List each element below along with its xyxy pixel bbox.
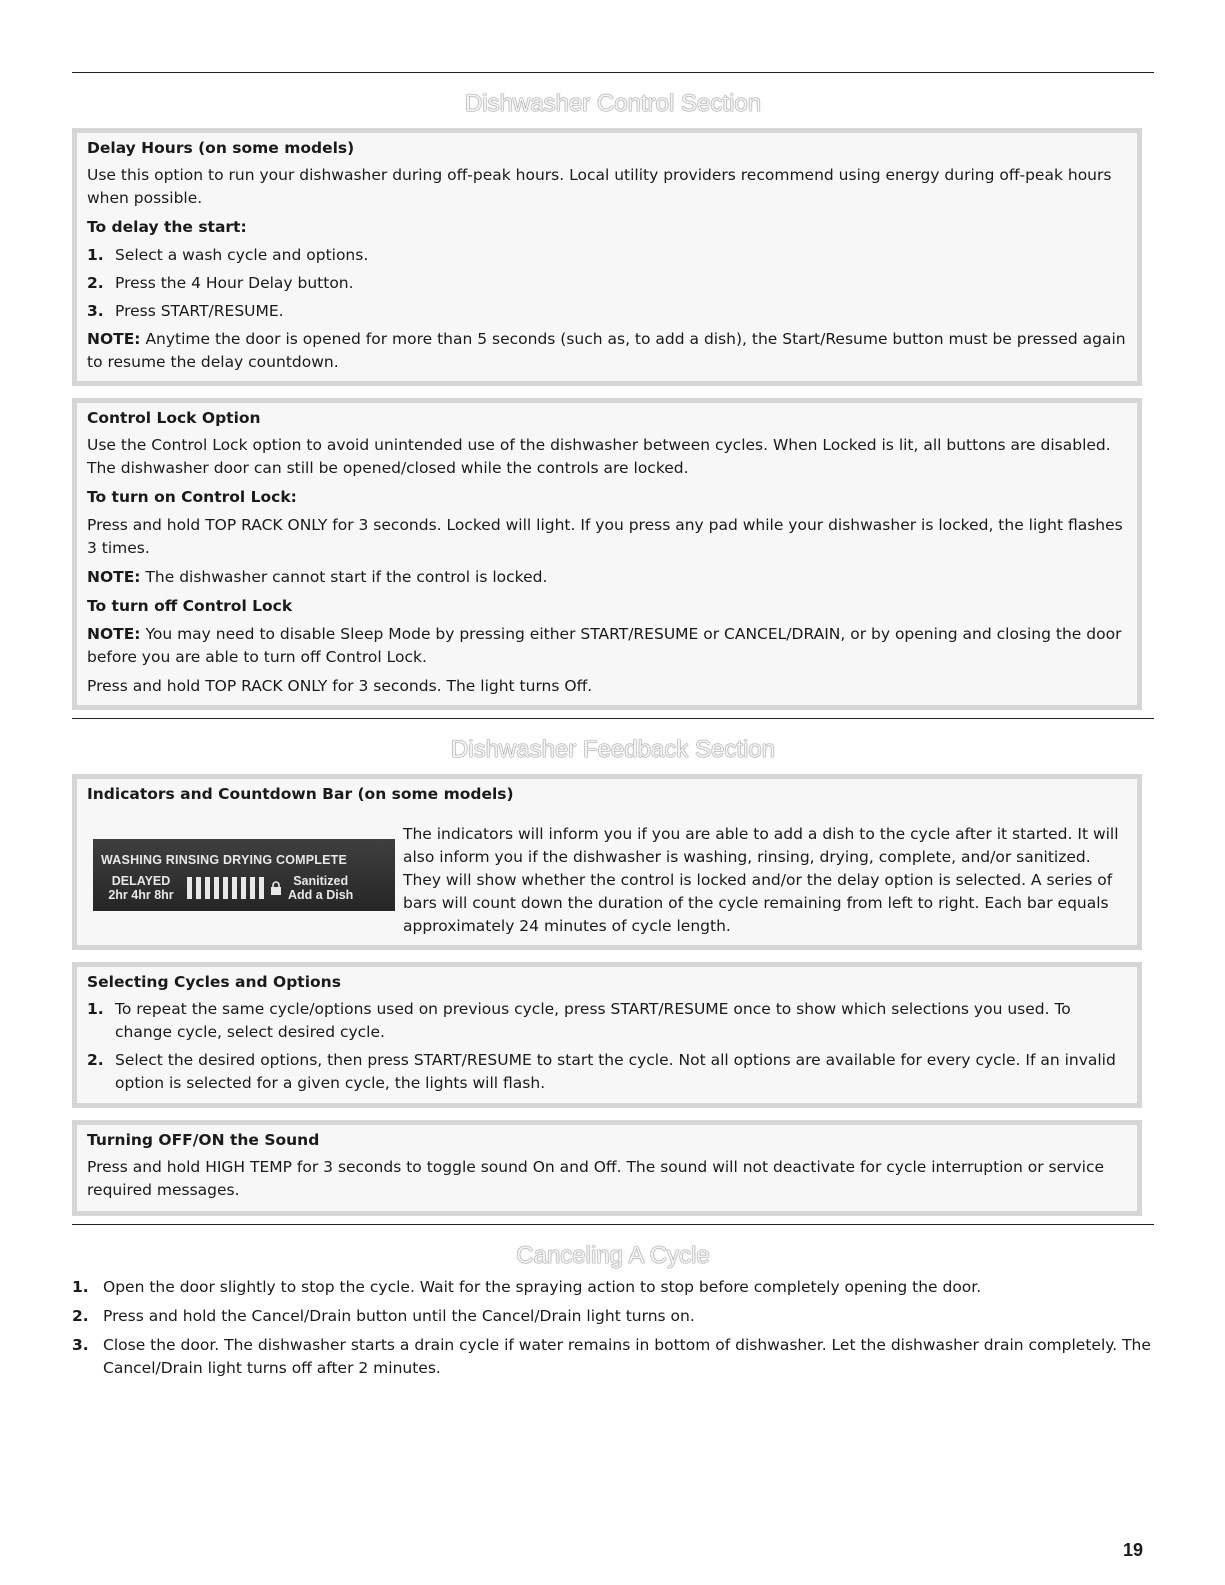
delay-hours-intro: Use this option to run your dishwasher during off-peak hours. Local utility providers recommend using energy during off-peak hours when possible. <box>87 166 1112 207</box>
indicator-panel-image <box>93 839 395 911</box>
list-item: 3. Press START/RESUME. <box>87 302 284 320</box>
delay-start-subheading: To delay the start: <box>87 218 247 236</box>
indicators-heading: Indicators and Countdown Bar (on some models) <box>87 785 514 803</box>
lock-on-text: Press and hold TOP RACK ONLY for 3 seconds. Locked will light. If you press any pad while your dishwasher is locked, the light flashes 3 times. <box>87 516 1123 557</box>
delay-hours-box <box>72 128 1142 386</box>
control-lock-intro: Use the Control Lock option to avoid unintended use of the dishwasher between cycles. When Locked is lit, all buttons are disabled. The dishwasher door can still be opened/closed while the controls are locked. <box>87 436 1111 477</box>
lock-off-text: Press and hold TOP RACK ONLY for 3 seconds. The light turns Off. <box>87 677 593 695</box>
sound-heading: Turning OFF/ON the Sound <box>87 1131 320 1149</box>
list-item: 2. Press and hold the Cancel/Drain button until the Cancel/Drain light turns on. <box>72 1307 695 1325</box>
cancel-steps <box>72 1276 1154 1386</box>
control-lock-box <box>72 398 1142 710</box>
section-title-cancel: Canceling A Cycle <box>516 1242 710 1269</box>
list-item: 1. Select a wash cycle and options. <box>87 246 369 264</box>
list-item: 3. Close the door. The dishwasher starts a drain cycle if water remains in bottom of dishwasher. Let the dishwasher drain completely. The Cancel/Drain light turns off after 2 minutes. <box>72 1336 1151 1377</box>
selecting-cycles-box <box>72 962 1142 1108</box>
top-rule <box>72 72 1154 73</box>
cancel-rule <box>72 1224 1154 1225</box>
countdown-bars <box>187 877 264 899</box>
lock-note-1: NOTE: The dishwasher cannot start if the control is locked. <box>87 568 548 586</box>
list-item: 2. Select the desired options, then press START/RESUME to start the cycle. Not all options are available for every cycle. If an invalid option is selected for a given cycle, the lights will flash. <box>87 1051 1116 1092</box>
panel-delay-labels: DELAYED 2hr 4hr 8hr <box>108 874 174 902</box>
delay-steps-list <box>87 244 1127 323</box>
panel-status-labels: WASHING RINSING DRYING COMPLETE <box>101 853 348 867</box>
sound-text: Press and hold HIGH TEMP for 3 seconds to toggle sound On and Off. The sound will not deactivate for cycle interruption or service required messages. <box>87 1158 1105 1199</box>
list-item: 2. Press the 4 Hour Delay button. <box>87 274 354 292</box>
cancel-steps-list <box>72 1276 1154 1380</box>
selecting-cycles-heading: Selecting Cycles and Options <box>87 973 341 991</box>
lock-on-subheading: To turn on Control Lock: <box>87 488 297 506</box>
section-title-feedback: Dishwasher Feedback Section <box>450 736 776 763</box>
control-lock-heading: Control Lock Option <box>87 409 261 427</box>
sound-box <box>72 1120 1142 1216</box>
section-title-control: Dishwasher Control Section <box>464 90 762 117</box>
feedback-rule <box>72 718 1154 719</box>
list-item: 1. Open the door slightly to stop the cycle. Wait for the spraying action to stop before completely opening the door. <box>72 1278 982 1296</box>
lock-note-2: NOTE: You may need to disable Sleep Mode by pressing either START/RESUME or CANCEL/DRAIN, or by opening and closing the door before you are able to turn off Control Lock. <box>87 625 1122 666</box>
lock-icon <box>270 881 282 895</box>
panel-right-labels: Sanitized Add a Dish <box>288 874 354 902</box>
list-item: 1. To repeat the same cycle/options used on previous cycle, press START/RESUME once to show which selections you used. To change cycle, select desired cycle. <box>87 1000 1071 1041</box>
delay-note: NOTE: Anytime the door is opened for more than 5 seconds (such as, to add a dish), the Start/Resume button must be pressed again to resume the delay countdown. <box>87 330 1126 371</box>
indicators-description: The indicators will inform you if you are able to add a dish to the cycle after it started. It will also inform you if the dishwasher is washing, rinsing, drying, complete, and/or sanitized. They will show whether the control is locked and/or the delay option is selected. A series of bars will count down the duration of the cycle remaining from left to right. Each bar equals approximately 24 minutes of cycle length. <box>403 825 1119 935</box>
delay-hours-heading: Delay Hours (on some models) <box>87 139 355 157</box>
indicators-box <box>72 774 1142 950</box>
page-number: 19 <box>1122 1540 1143 1560</box>
selecting-steps-list <box>87 998 1127 1095</box>
lock-off-subheading: To turn off Control Lock <box>87 597 293 615</box>
